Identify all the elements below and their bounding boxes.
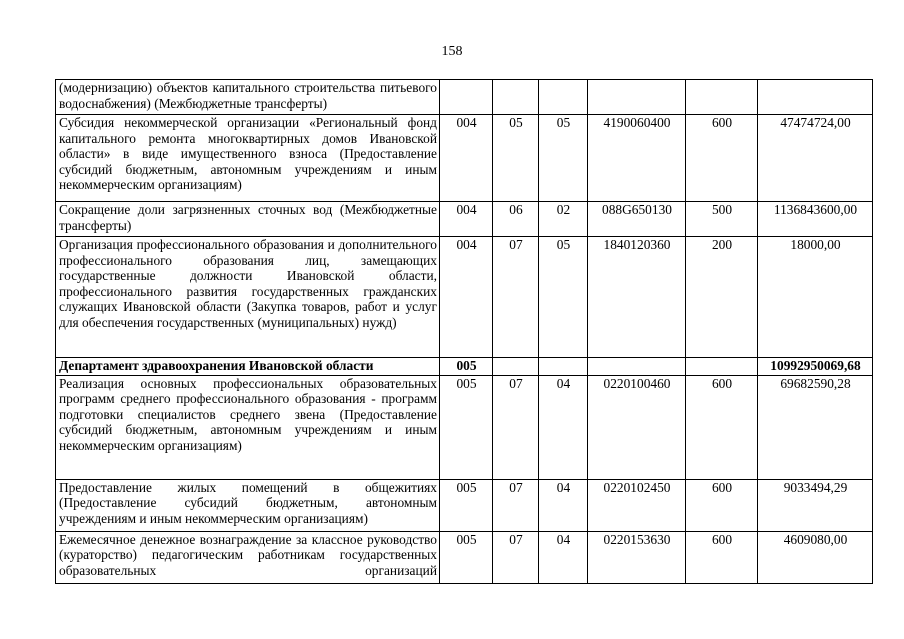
subsection-code: 04 [539,531,588,583]
amount-value [758,80,873,115]
row-description: Сокращение доли загрязненных сточных вод (Межбюджетные трансферты) [56,202,440,237]
section-code: 06 [493,202,539,237]
ministry-code: 004 [440,115,493,202]
subsection-code [539,80,588,115]
budget-table [55,79,873,584]
row-description: Организация профессионального образования и дополнительного профессионального образования лиц, замещающих государственные должности Ивановской области, профессионального развития государственных гражданских служащих Ивановской области (Закупка товаров, работ и услуг для обеспечения государственных (муниципальных) нужд) [56,237,440,358]
subsection-code: 04 [539,479,588,531]
row-description: Субсидия некоммерческой организации «Региональный фонд капитального ремонта многоквартирных домов Ивановской области» в виде имущественного взноса (Предоставление субсидий бюджетным, автономным учреждениям и иным некоммерческим организациям) [56,115,440,202]
expense-type-code: 600 [686,375,758,479]
ministry-code: 005 [440,479,493,531]
ministry-code: 004 [440,202,493,237]
expense-type-code: 600 [686,531,758,583]
table-row [56,80,873,115]
table-row [56,358,873,376]
expense-type-code: 600 [686,115,758,202]
amount-value: 1136843600,00 [758,202,873,237]
target-article-code: 0220153630 [588,531,686,583]
expense-type-code [686,80,758,115]
row-description: Реализация основных профессиональных образовательных программ среднего профессионального образования - программ подготовки специалистов среднего звена (Предоставление субсидий бюджетным, автономным учреждениям и иным некоммерческим организациям) [56,375,440,479]
subsection-code [539,358,588,376]
amount-value: 69682590,28 [758,375,873,479]
subsection-code: 02 [539,202,588,237]
subsection-code: 04 [539,375,588,479]
expense-type-code: 500 [686,202,758,237]
amount-value: 9033494,29 [758,479,873,531]
table-row [56,479,873,531]
amount-value: 4609080,00 [758,531,873,583]
amount-value: 18000,00 [758,237,873,358]
target-article-code: 1840120360 [588,237,686,358]
table-row [56,531,873,583]
ministry-code [440,80,493,115]
section-code: 07 [493,531,539,583]
ministry-code: 005 [440,375,493,479]
row-description: Ежемесячное денежное вознаграждение за классное руководство (кураторство) педагогическим работникам государственных образовательных организаций [56,531,440,583]
subsection-code: 05 [539,237,588,358]
target-article-code: 0220102450 [588,479,686,531]
target-article-code [588,358,686,376]
row-description: (модернизацию) объектов капитального строительства питьевого водоснабжения) (Межбюджетные трансферты) [56,80,440,115]
amount-value: 47474724,00 [758,115,873,202]
section-code: 05 [493,115,539,202]
ministry-code: 005 [440,531,493,583]
row-description: Департамент здравоохранения Ивановской области [56,358,440,376]
expense-type-code: 200 [686,237,758,358]
section-code [493,358,539,376]
target-article-code: 4190060400 [588,115,686,202]
expense-type-code: 600 [686,479,758,531]
section-code: 07 [493,375,539,479]
table-row [56,202,873,237]
section-code: 07 [493,237,539,358]
row-description: Предоставление жилых помещений в общежитиях (Предоставление субсидий бюджетным, автономным учреждениям и иным некоммерческим организациям) [56,479,440,531]
target-article-code: 0220100460 [588,375,686,479]
section-code [493,80,539,115]
page-number: 158 [441,44,463,59]
target-article-code: 088G650130 [588,202,686,237]
table-row [56,115,873,202]
expense-type-code [686,358,758,376]
table-row [56,375,873,479]
ministry-code: 004 [440,237,493,358]
target-article-code [588,80,686,115]
section-code: 07 [493,479,539,531]
amount-value: 10992950069,68 [758,358,873,376]
table-row [56,237,873,358]
subsection-code: 05 [539,115,588,202]
ministry-code: 005 [440,358,493,376]
